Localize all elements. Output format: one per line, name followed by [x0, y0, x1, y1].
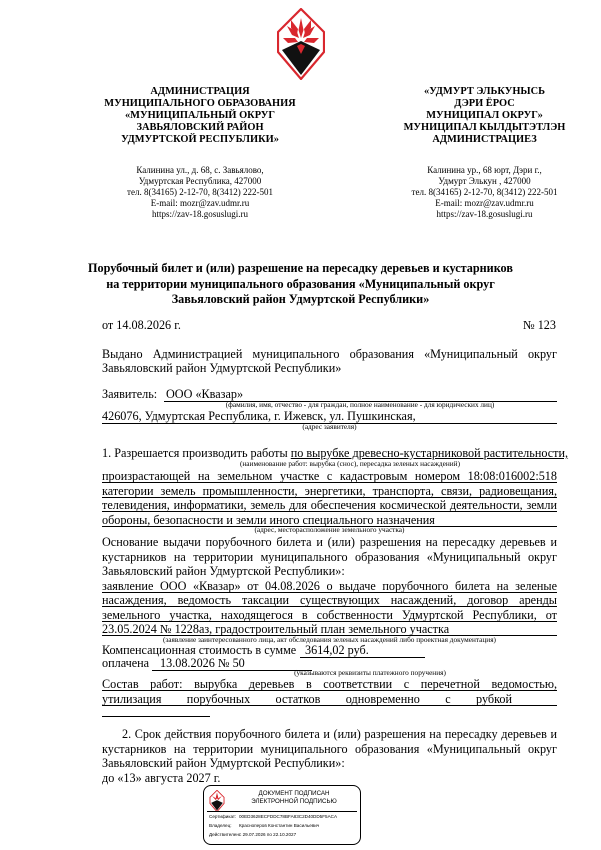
- applicant-value: ООО «Квазар»: [166, 387, 244, 401]
- contact-line: E-mail: mozr@zav.udmr.ru: [435, 198, 534, 208]
- applicant-address: 426076, Удмуртская Республика, г. Ижевск, ул. Пушкинская,: [102, 409, 416, 423]
- basis-value: насаждения, ведомость таксации существующих насаждений, договор аренды: [102, 593, 557, 607]
- stamp-heading-line: ЭЛЕКТРОННОЙ ПОДПИСЬЮ: [251, 797, 337, 805]
- field-hint: (адрес заявителя): [302, 422, 357, 431]
- p1-line: произрастающей на земельном участке с кадастровым номером 18:08:016002:518: [102, 469, 557, 483]
- cost-label: Компенсационная стоимость в сумме: [102, 643, 297, 657]
- stamp-key: Владелец:: [209, 823, 232, 828]
- basis-value: земельного участка, находящегося в собственности Удмуртской Республики, от: [102, 607, 557, 622]
- underline: [102, 690, 557, 691]
- stamp-row-owner: [209, 822, 357, 830]
- p1-line: обороны, безопасности и земли иного специального назначения: [102, 512, 435, 527]
- stamp-key: Действителен:: [209, 832, 241, 837]
- p1-prefix: 1. Разрешается производить работы: [102, 446, 288, 460]
- stamp-value: Красноперов Константин Васильевич: [239, 823, 320, 828]
- validity-date: до «13» августа 2027 г.: [102, 770, 221, 785]
- field-hint: (адрес, месторасположение земельного участка): [254, 525, 405, 534]
- p1-line: категории земель промышленности, энергетики, транспорта, связи, радиовещания,: [102, 483, 557, 498]
- underline: [102, 716, 210, 717]
- p2-line: Завьяловский район Удмуртской Республики»:: [102, 756, 345, 770]
- basis-line: Основание выдачи порубочного билета и (или) разрешения на пересадку деревьев и: [102, 535, 557, 549]
- org-line: МУНИЦИПАЛ ОКРУГ»: [426, 110, 543, 121]
- stamp-value: 00ED3628ECFDDC78BFA83C2D40DD5F5ACA: [239, 814, 338, 819]
- title-line: Завьяловский район Удмуртской Республики»: [171, 292, 430, 306]
- contact-line: Удмуртская Республика, 427000: [138, 176, 262, 186]
- stamp-value: с 29.07.2026 по 22.10.2027: [239, 832, 297, 837]
- underline: [102, 606, 557, 607]
- org-name-right: [392, 86, 577, 146]
- stamp-heading-line: ДОКУМЕНТ ПОДПИСАН: [258, 790, 330, 797]
- org-line: АДМИНИСТРАЦИЕЗ: [432, 134, 537, 145]
- underline: [300, 657, 425, 658]
- contact-line: Калинина ур., 68 юрт, Дэри г.,: [427, 165, 542, 175]
- p2-line: кустарников на территории муниципального образования «Муниципальный округ: [102, 741, 557, 756]
- basis-line: Завьяловский район Удмуртской Республики»:: [102, 564, 345, 578]
- underline: [102, 592, 557, 593]
- issued-by: Завьяловский район Удмуртской Республики»: [102, 361, 342, 375]
- electronic-signature-stamp: [203, 785, 361, 845]
- cost-value: 3614,02 руб.: [305, 643, 369, 657]
- document-number: № 123: [523, 318, 556, 332]
- p1-value: по вырубке древесно-кустарниковой растительности,: [290, 446, 569, 460]
- basis-line: кустарников на территории муниципального образования «Муниципальный округ: [102, 549, 557, 564]
- field-hint: (указываются реквизиты платежного поручения): [294, 668, 446, 677]
- org-line: МУНИЦИПАЛЬНОГО ОБРАЗОВАНИЯ: [104, 98, 296, 109]
- p1-line: телевидения, информатики, земель для обеспечения космической деятельности, земли: [102, 498, 557, 512]
- contact-line: Удмурт Элькун , 427000: [438, 176, 531, 186]
- stamp-row-validity: [209, 831, 357, 839]
- stamp-emblem-icon: [209, 790, 225, 812]
- p2-line: 2. Срок действия порубочного билета и (или) разрешения на пересадку деревьев и: [122, 727, 557, 741]
- paid-value: 13.08.2026 № 50: [160, 656, 245, 670]
- stamp-row-certificate: [209, 813, 357, 821]
- title-line: на территории муниципального образования «Муниципальный округ: [106, 276, 495, 291]
- document-date: от 14.08.2026 г.: [102, 318, 181, 332]
- contact-left: [92, 165, 308, 220]
- org-line: «УДМУРТ ЭЛЬКУНЫСЬ: [424, 86, 545, 97]
- contact-line: https://zav-18.gosuslugi.ru: [436, 209, 533, 219]
- org-line: УДМУРТСКОЙ РЕСПУБЛИКИ»: [121, 134, 279, 145]
- contact-line: тел. 8(34165) 2-12-70, 8(3412) 222-501: [127, 187, 273, 197]
- work-line: утилизация порубочных остатков одновременно с рубкой: [102, 691, 512, 706]
- underline: [102, 497, 557, 498]
- org-line: ДЭРИ ЁРОС: [454, 98, 515, 109]
- document-title: [60, 261, 541, 308]
- title-line: Порубочный билет и (или) разрешение на пересадку деревьев и кустарников: [88, 261, 513, 275]
- contact-line: тел. 8(34165) 2-12-70, 8(3412) 222-501: [411, 187, 558, 197]
- applicant-label: Заявитель:: [102, 387, 158, 401]
- municipal-emblem: [277, 8, 325, 80]
- contact-line: https://zav-18.gosuslugi.ru: [152, 209, 248, 219]
- contact-line: Калинина ул., д. 68, с. Завьялово,: [136, 165, 264, 175]
- field-hint: (фамилия, имя, отчество - для граждан, полное наименование - для юридических лиц): [225, 400, 495, 409]
- stamp-key: Сертификат:: [209, 814, 237, 819]
- org-line: АДМИНИСТРАЦИЯ: [150, 86, 250, 97]
- stamp-divider: [207, 811, 357, 812]
- field-hint: (заявление заинтересованного лица, акт обследования зеленых насаждений либо проектная документация): [163, 634, 496, 644]
- underline: [102, 705, 557, 706]
- contact-line: E-mail: mozr@zav.udmr.ru: [150, 198, 250, 208]
- org-line: «МУНИЦИПАЛЬНЫЙ ОКРУГ: [124, 110, 276, 121]
- org-line: МУНИЦИПАЛ КЫЛДЫТЭТЛЭН: [403, 122, 566, 133]
- underline: [102, 482, 557, 483]
- paid-label: оплачена: [102, 656, 150, 670]
- org-line: ЗАВЬЯЛОВСКИЙ РАЙОН: [136, 122, 264, 133]
- field-hint: (наименование работ: вырубка (снос), пересадка зеленых насаждений): [239, 459, 461, 468]
- basis-value: заявление ООО «Квазар» от 04.08.2026 о выдаче порубочного билета на зеленые: [102, 578, 557, 593]
- stamp-heading: [230, 790, 358, 805]
- org-name-left: [92, 86, 308, 146]
- basis-value: 23.05.2024 № 1228аз, градостроительный план земельного участка: [102, 622, 450, 636]
- underline: [102, 621, 557, 622]
- underline: [102, 511, 557, 512]
- issued-by: Выдано Администрацией муниципального образования «Муниципальный округ: [102, 347, 557, 361]
- work-line: Состав работ: вырубка деревьев в соответствии с перечетной ведомостью,: [102, 677, 557, 691]
- contact-right: [392, 165, 577, 220]
